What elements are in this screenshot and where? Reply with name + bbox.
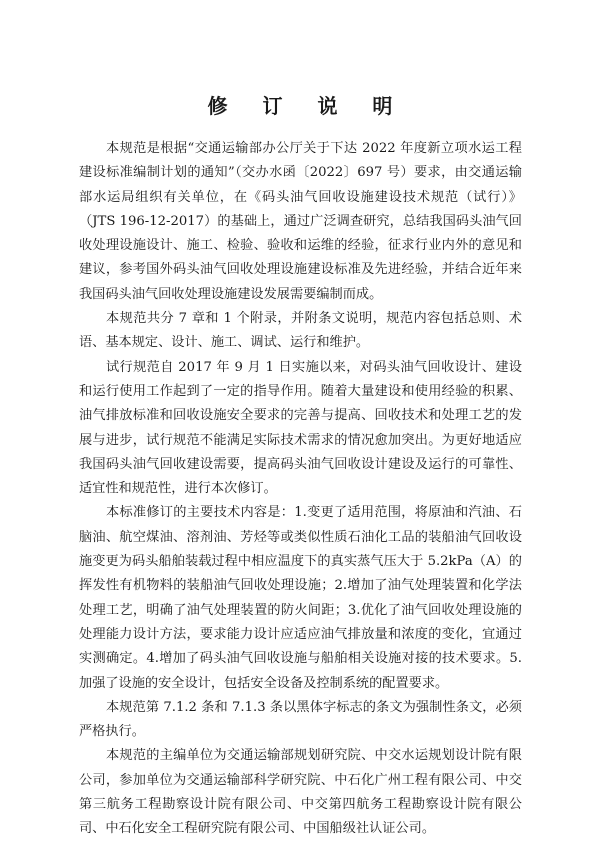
page-title: 修 订 说 明 bbox=[207, 94, 407, 118]
paragraph-units: 本规范的主编单位为交通运输部规划研究院、中交水运规划设计院有限公司，参加单位为交通运输部科学研究院、中石化广州工程有限公司、中交第三航务工程勘察设计院有限公司、中交第四航务工程勘察设计院有限公司、中石化安全工程研究院有限公司、中国船级社认证公司。 bbox=[79, 748, 522, 837]
paragraph-basis: 本规范是根据“交通运输部办公厅关于下达 2022 年度新立项水运工程建设标准编制计划的通知”（交办水函〔2022〕697 号）要求，由交通运输部水运局组织有关单位，在《码头油气回收设施建设技术规范（试行）》（JTS 196-12-2017）的基础上，通过广泛调查研究，总结我国码头油气回收处理设施设计、施工、检验、验收和运维的经验，征求行业内外的意见和建议，参考国外码头油气回收处理设施建设标准及先进经验，并结合近年来我国码头油气回收处理设施建设发展需要编制而成。 bbox=[79, 141, 522, 302]
body-text bbox=[79, 137, 522, 842]
paragraph-background: 试行规范自 2017 年 9 月 1 日实施以来，对码头油气回收设计、建设和运行使用工作起到了一定的指导作用。随着大量建设和使用经验的积累、油气排放标准和回收设施安全要求的完善与提高、回收技术和处理工艺的发展与进步，试行规范不能满足实际技术需求的情况愈加突出。为更好地适应我国码头油气回收建设需要，提高码头油气回收设计建设及运行的可靠性、适宜性和规范性，进行本次修订。 bbox=[79, 359, 522, 497]
paragraph-mandatory: 本规范第 7.1.2 条和 7.1.3 条以黑体字标志的条文为强制性条文，必须严格执行。 bbox=[79, 699, 522, 740]
paragraph-revisions: 本标准修订的主要技术内容是：1.变更了适用范围，将原油和汽油、石脑油、航空煤油、溶剂油、芳烃等或类似性质石油化工品的装船油气回收设施变更为码头船舶装载过程中相应温度下的真实蒸气压大于 5.2kPa（A）的挥发性有机物料的装船油气回收处理设施；2.增加了油气处理装置和化学法处理工艺，明确了油气处理装置的防火间距；3.优化了油气回收处理设施的处理能力设计方法，要求能力设计应适应油气排放量和浓度的变化，宜通过实测确定。4.增加了码头油气回收设施与船舶相关设施对接的技术要求。5.加强了设施的安全设计，包括安全设备及控制系统的配置要求。 bbox=[79, 505, 522, 691]
paragraph-structure: 本规范共分 7 章和 1 个附录，并附条文说明，规范内容包括总则、术语、基本规定、设计、施工、调试、运行和维护。 bbox=[79, 311, 522, 351]
